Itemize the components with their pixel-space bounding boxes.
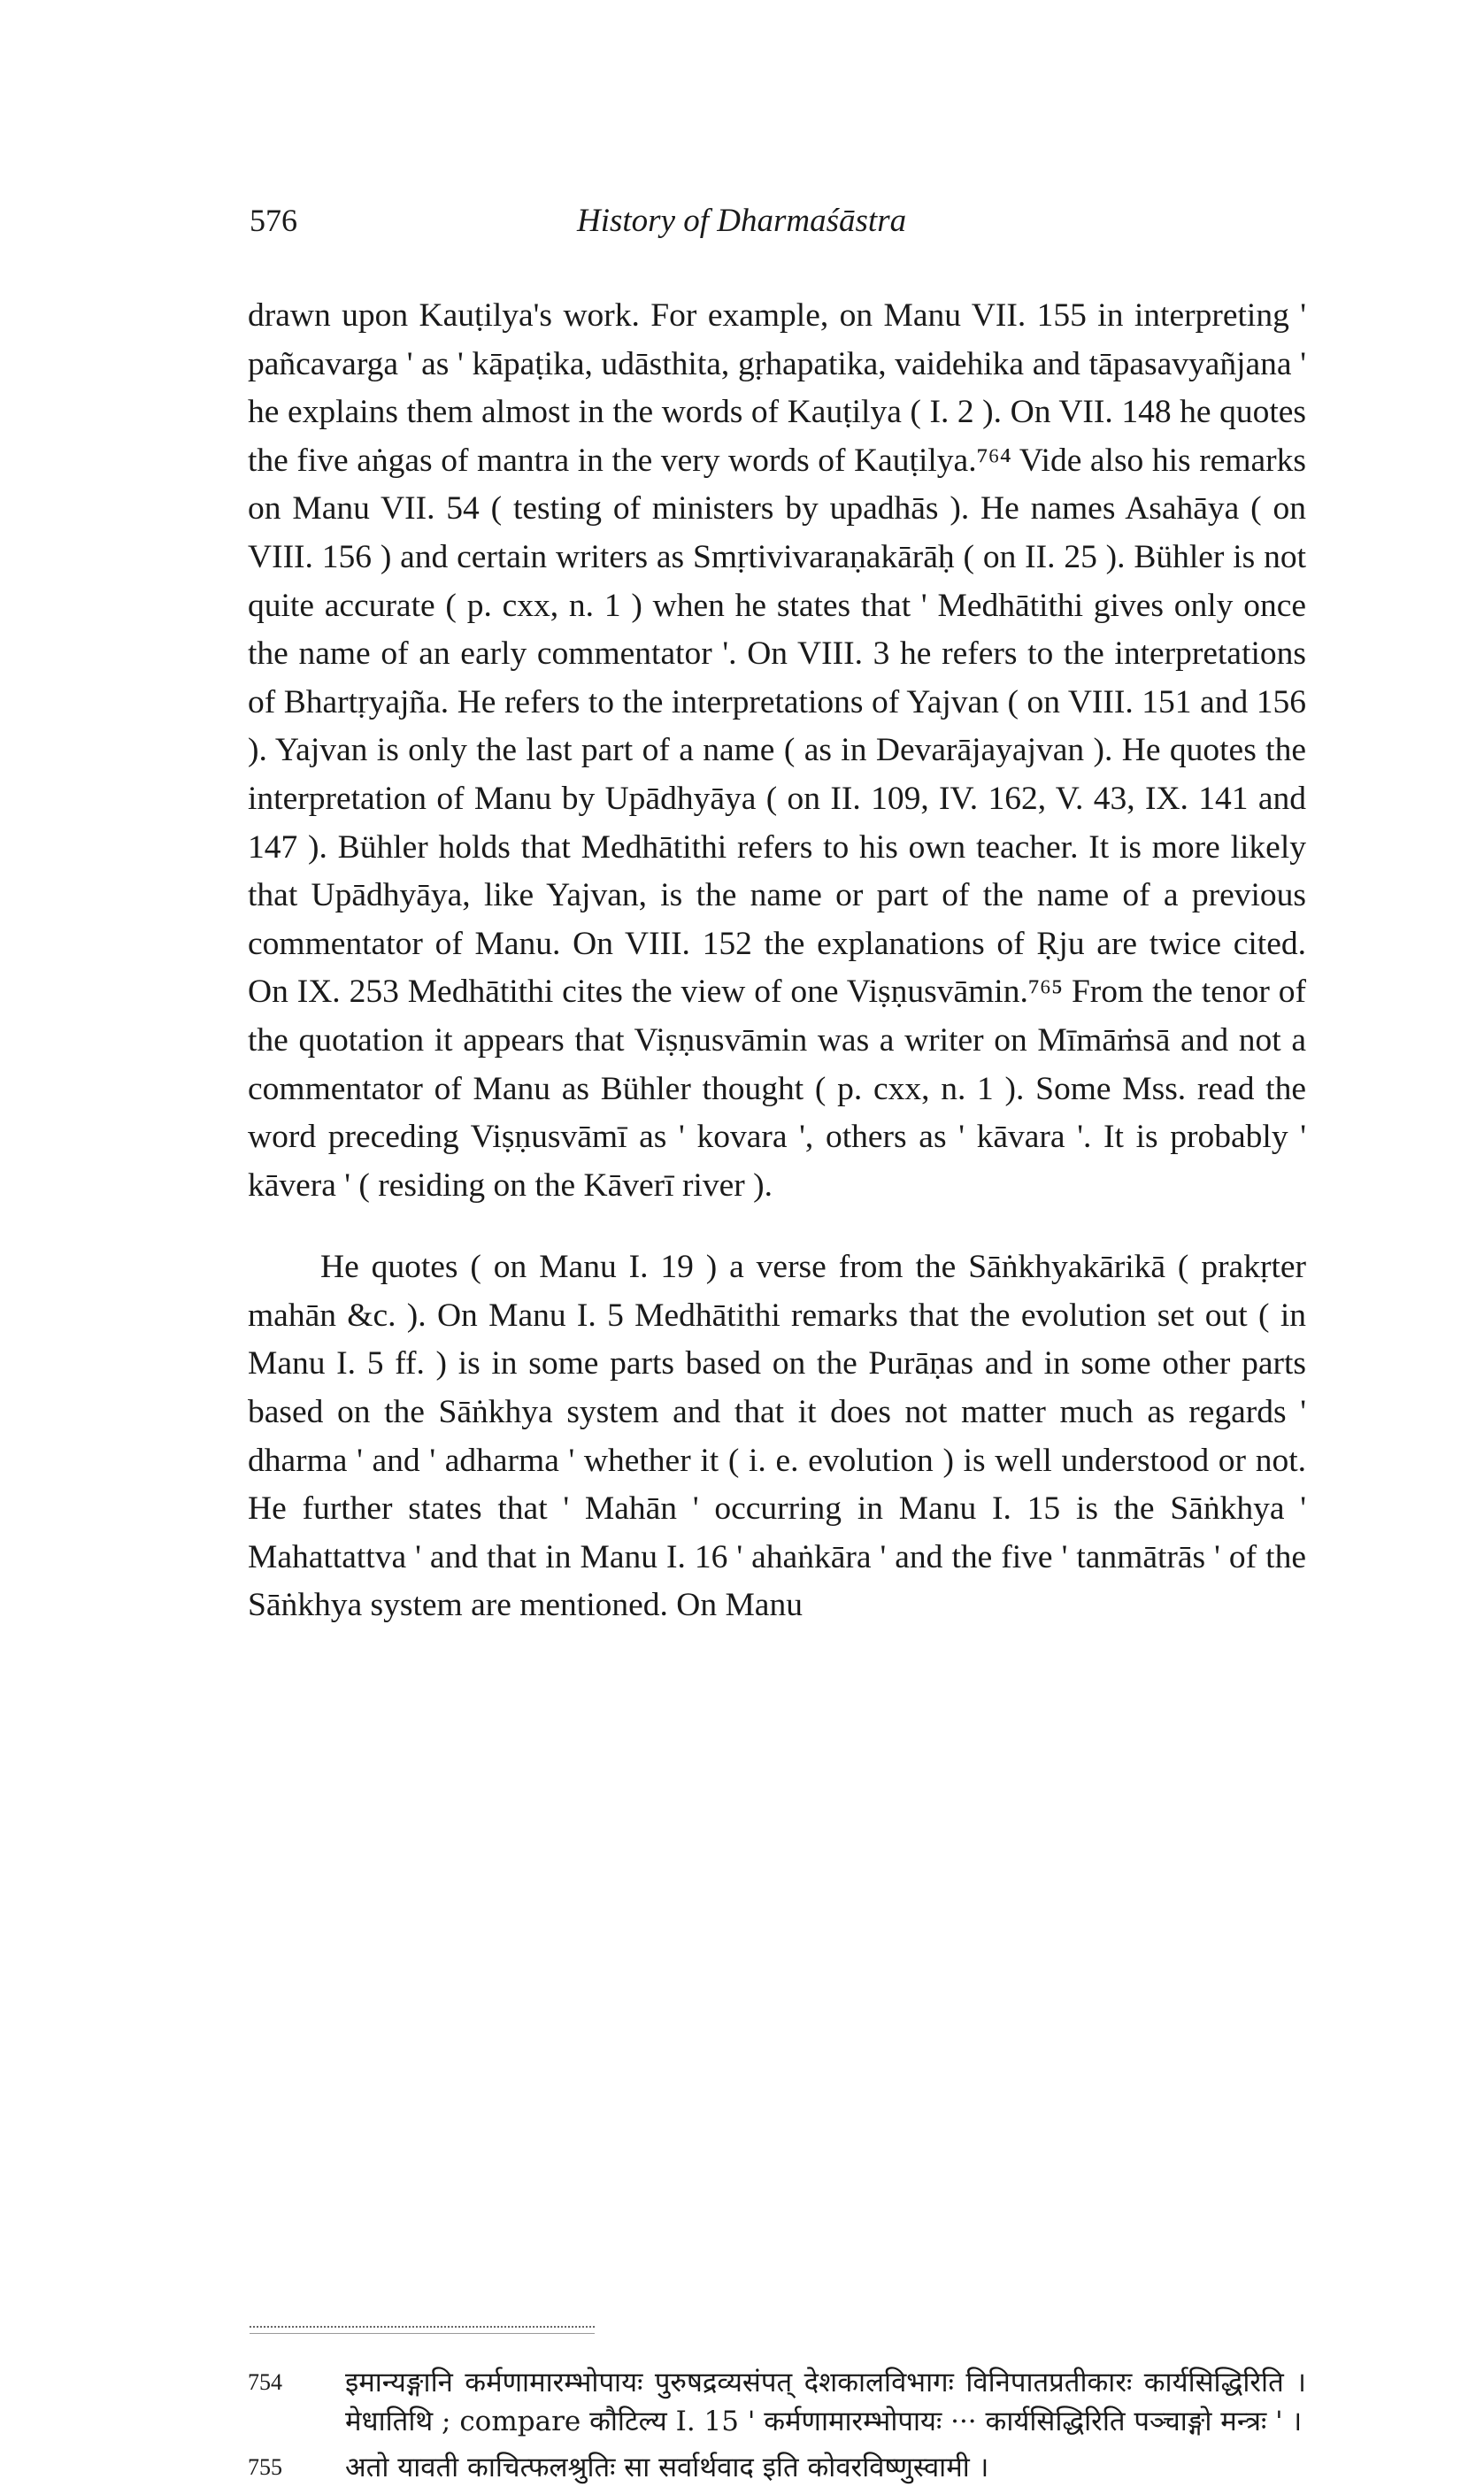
paragraph-1: drawn upon Kauṭilya's work. For example, on Manu VII. 155 in interpreting ' pañcavarga ' as ' kāpaṭika, udāsthita, gṛhapatika, vaidehika and tāpasavyañjana ' he explains them almost in the words of Kauṭilya ( I. 2 ). On VII. 148 he quotes the five aṅgas of mantra in the very words of Kauṭilya.⁷⁶⁴ Vide also his remarks on Manu VII. 54 ( testing of ministers by upadhās ). He names Asahāya ( on VIII. 156 ) and certain writers as Smṛtivivaraṇakārāḥ ( on II. 25 ). Bühler is not quite accurate ( p. cxx, n. 1 ) when he states that ' Medhātithi gives only once the name of an early commentator '. On VIII. 3 he refers to the interpretations of Bhartṛyajña. He refers to the interpretations of Yajvan ( on VIII. 151 and 156 ). Yajvan is only the last part of a name ( as in Devarājayajvan ). He quotes the interpretation of Manu by Upādhyāya ( on II. 109, IV. 162, V. 43, IX. 141 and 147 ). Bühler holds that Medhātithi refers to his own teacher. It is more likely that Upādhyāya, like Yajvan, is the name or part of the name of a previous commentator of Manu. On VIII. 152 the explanations of Ṛju are twice cited. On IX. 253 Medhātithi cites the view of one Viṣṇusvāmin.⁷⁶⁵ From the tenor of the quotation it appears that Viṣṇusvāmin was a writer on Mīmāṁsā and not a commentator of Manu as Bühler thought ( p. cxx, n. 1 ). Some Mss. read the word preceding Viṣṇusvāmī as ' kovara ', others as ' kāvara '. It is probably ' kāvera ' ( residing on the Kāverī river ).: [248, 297, 1306, 1204]
footnote-number: 755: [248, 2454, 282, 2480]
footnote-text: अतो यावती काचित्फलश्रुतिः सा सर्वार्थवाद इति कोवरविष्णुस्वामी ।: [345, 2452, 989, 2483]
body-text: [248, 292, 1306, 1630]
footnote-754: [248, 2363, 1306, 2441]
footnotes: [248, 2363, 1306, 2487]
running-header: [250, 202, 1311, 246]
footnote-text: इमान्यङ्गानि कर्मणामारम्भोपायः पुरुषद्रव्यसंपत् देशकालविभागः विनिपातप्रतीकारः कार्यसिद्धिरिति । मेधातिथि ; compare कौटिल्य I. 15 ' कर्मणामारम्भोपायः ··· कार्यसिद्धिरिति पञ्चाङ्गो मन्त्रः ' ।: [345, 2367, 1306, 2437]
footnote-755: [248, 2448, 1306, 2487]
paragraph-2: He quotes ( on Manu I. 19 ) a verse from the Sāṅkhyakārikā ( prakṛter mahān &c. ). On Manu I. 5 Medhātithi remarks that the evolution set out ( in Manu I. 5 ff. ) is in some parts based on the Purāṇas and in some other parts based on the Sāṅkhya system and that it does not matter much as regards ' dharma ' and ' adharma ' whether it ( i. e. evolution ) is well understood or not. He further states that ' Mahān ' occurring in Manu I. 15 is the Sāṅkhya ' Mahattattva ' and that in Manu I. 16 ' ahaṅkāra ' and the five ' tanmātrās ' of the Sāṅkhya system are mentioned. On Manu: [248, 1249, 1306, 1624]
footnote-number: 754: [248, 2369, 282, 2395]
page-number: 576: [250, 203, 297, 238]
running-title: History of Dharmaśāstra: [577, 203, 907, 239]
footnote-divider: [250, 2326, 595, 2334]
